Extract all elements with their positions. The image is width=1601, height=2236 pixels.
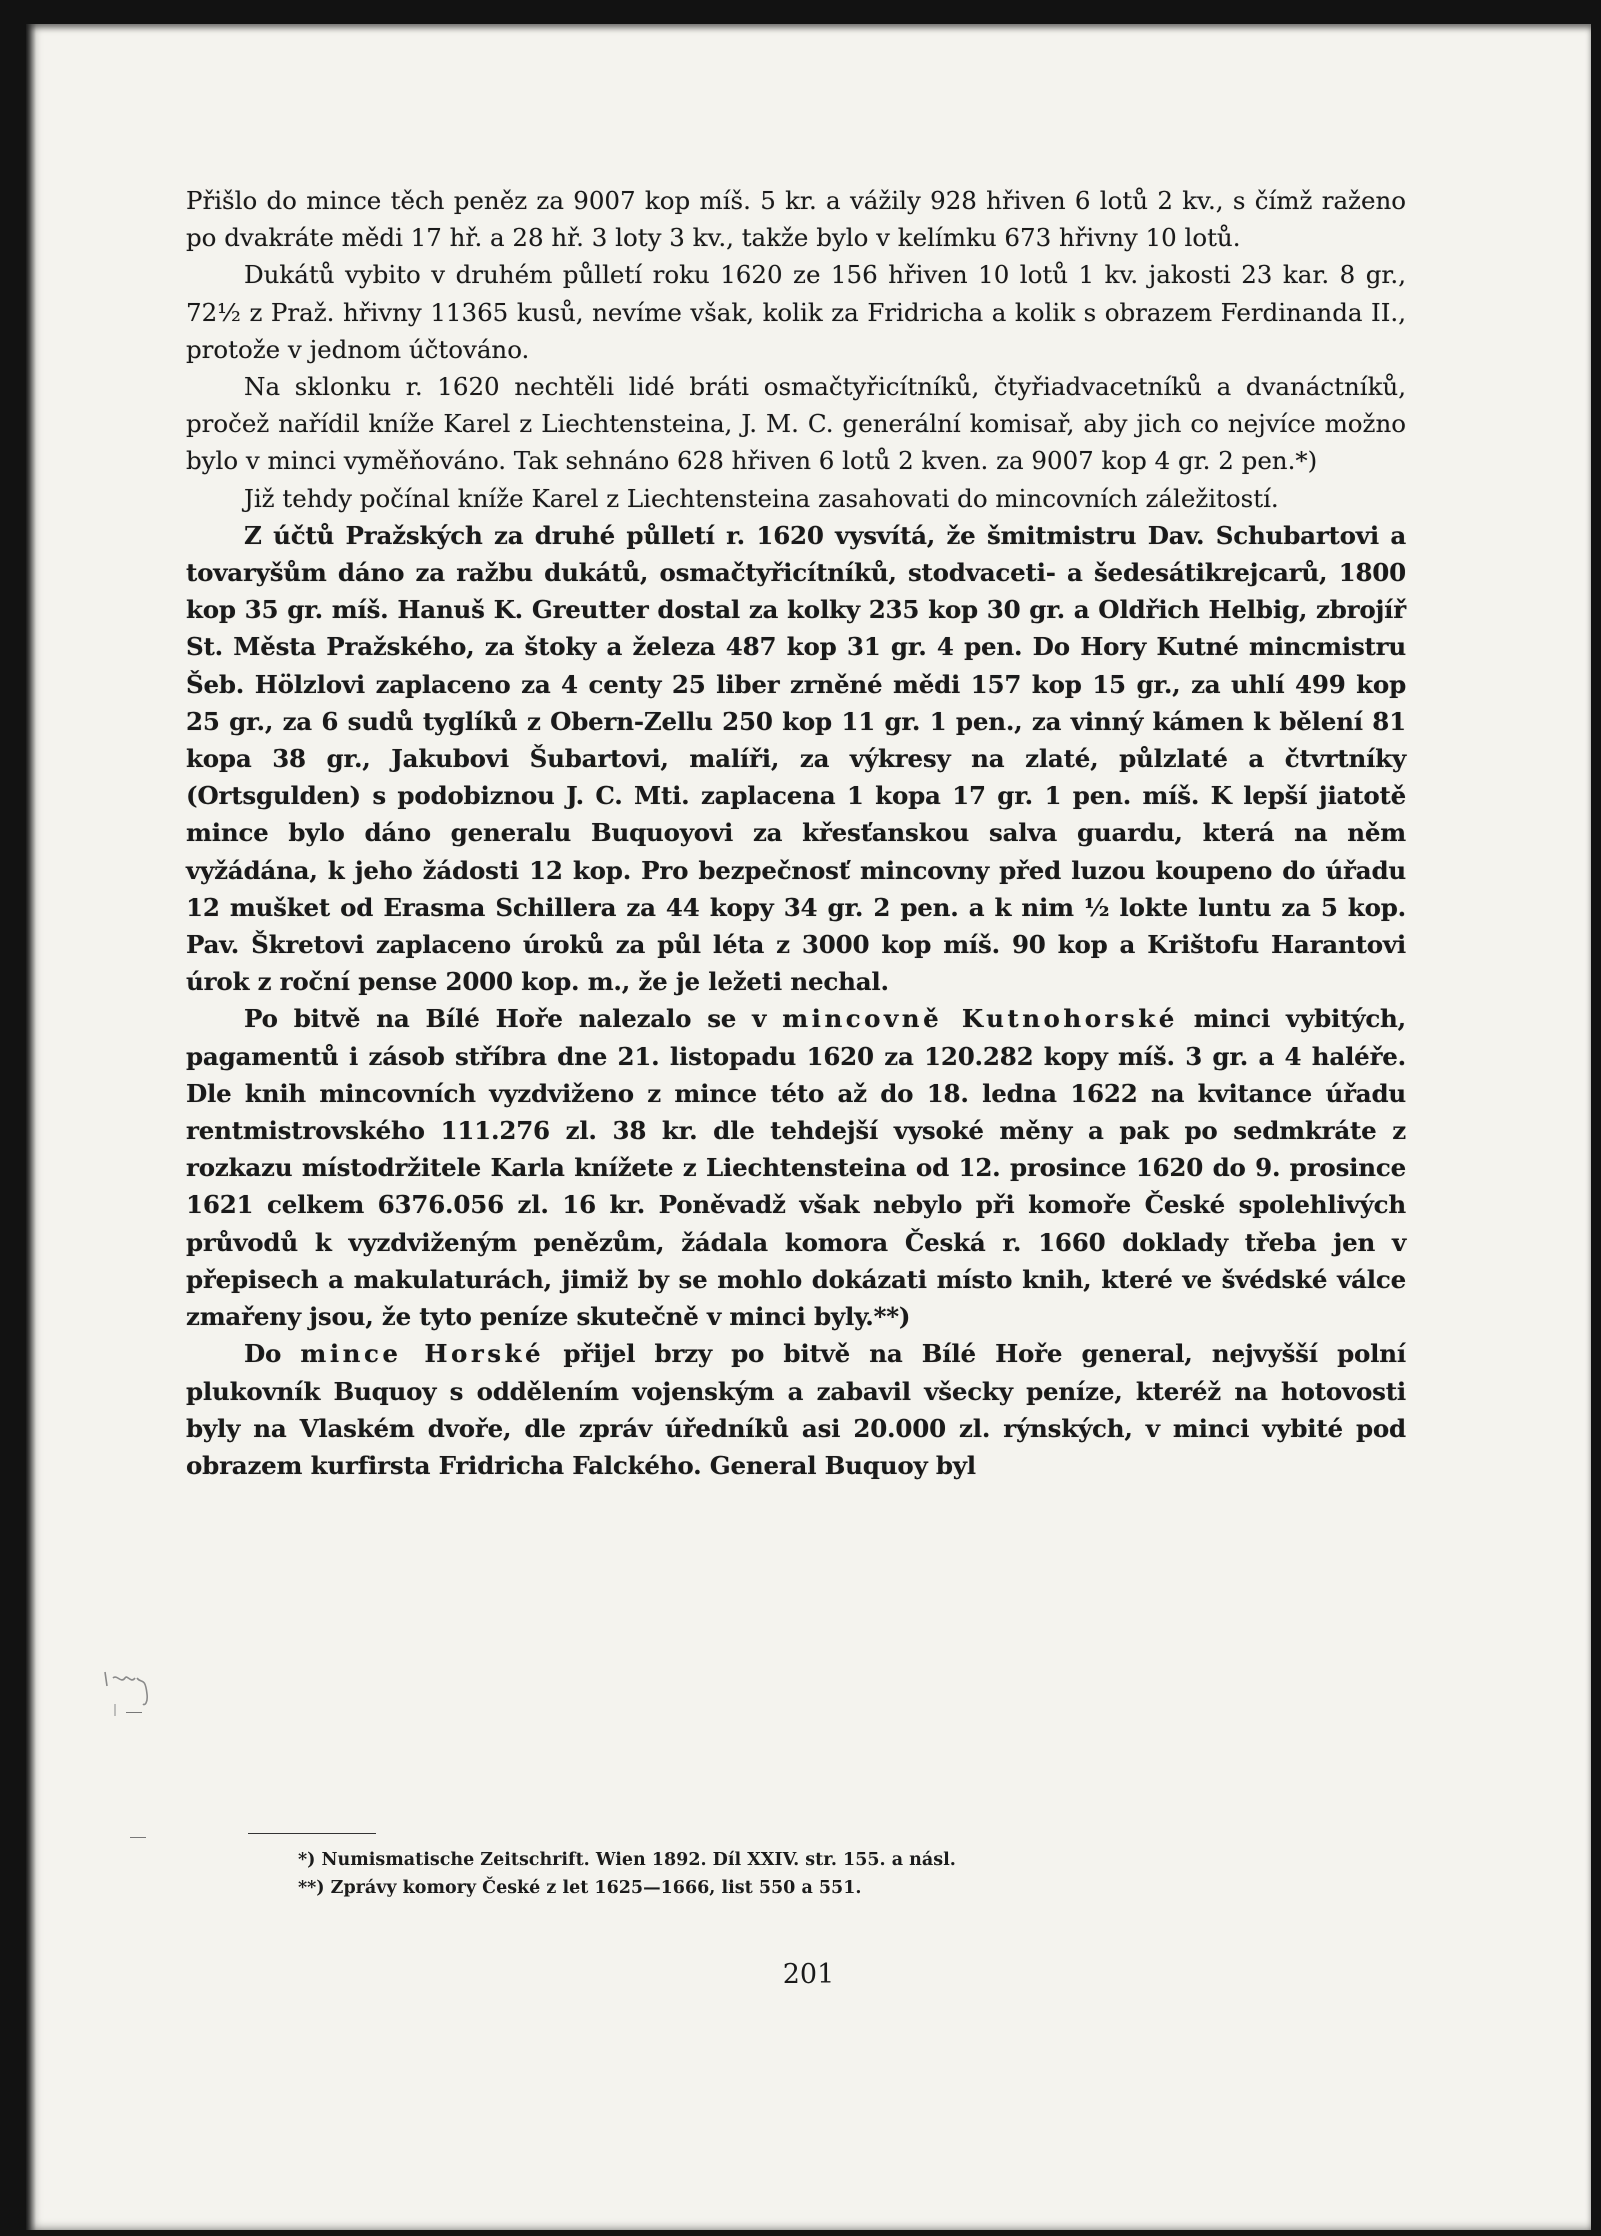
- footnote-1: *) Numismatische Zeitschrift. Wien 1892. Díl XXIV. str. 155. a násl.: [298, 1850, 956, 1870]
- paragraph-7-spaced: mince Horské: [300, 1339, 545, 1369]
- footnote-2: **) Zprávy komory České z let 1625—1666, list 550 a 551.: [298, 1878, 862, 1898]
- paragraph-7-prefix: Do: [244, 1339, 301, 1369]
- paragraph-6-rest: minci vybitých, pagamentů i zásob stříbra dne 21. listopadu 1620 za 120.282 kopy míš. 3 gr. a 4 haléře. Dle knih mincovních vyzdviženo z mince této až do 18. ledna 1622 na kvitance úřadu rentmistrovského 111.276 zl. 38 kr. dle tehdejší vysoké měny a pak po sedmkráte z rozkazu místodržitele Karla knížete z Liechtensteina od 12. prosince 1620 do 9. prosince 1621 celkem 6376.056 zl. 16 kr. Poněvadž však nebylo při komoře České spolehlivých průvodů k vyzdviženým penězům, žádala komora Česká r. 1660 doklady třeba jen v přepisech a makulaturách, jimiž by se mohlo dokázati místo knih, které ve švédské válce zmařeny jsou, že tyto peníze skutečně v minci byly.**): [186, 1004, 1406, 1332]
- margin-pencil-mark: [101, 1664, 161, 1724]
- margin-dash-2: [130, 1837, 146, 1838]
- main-text: [186, 182, 1406, 1484]
- book-page: [26, 24, 1591, 2230]
- paragraph-5: Z účtů Pražských za druhé půlletí r. 1620 vysvítá, že šmitmistru Dav. Schubartovi a tovaryšům dáno za ražbu dukátů, osmačtyřicítníků, stodvaceti- a šedesátikrejcarů, 1800 kop 35 gr. míš. Hanuš K. Greutter dostal za kolky 235 kop 30 gr. a Oldřich Helbig, zbrojíř St. Města Pražského, za štoky a železa 487 kop 31 gr. 4 pen. Do Hory Kutné mincmistru Šeb. Hölzlovi zaplaceno za 4 centy 25 liber zrněné mědi 157 kop 15 gr., za uhlí 499 kop 25 gr., za 6 sudů tyglíků z Obern-Zellu 250 kop 11 gr. 1 pen., za vinný kámen k bělení 81 kopa 38 gr., Jakubovi Šubartovi, malíři, za výkresy na zlaté, půlzlaté a čtvrtníky (Ortsgulden) s podobiznou J. C. Mti. zaplacena 1 kopa 17 gr. 1 pen. míš. K lepší jiatotě mince bylo dáno generalu Buquoyovi za křesťanskou salva guardu, která na něm vyžádána, k jeho žádosti 12 kop. Pro bezpečnosť mincovny před luzou koupeno do úřadu 12 mušket od Erasma Schillera za 44 kopy 34 gr. 2 pen. a k nim ½ lokte luntu za 5 kop. Pav. Škretovi zaplaceno úroků za půl léta z 3000 kop míš. 90 kop a Krištofu Harantovi úrok z roční pense 2000 kop. m., že je ležeti nechal.: [186, 520, 1406, 997]
- paragraph-6-prefix: Po bitvě na Bílé Hoře nalezalo se v: [244, 1004, 783, 1034]
- footnotes: [298, 1846, 1298, 1902]
- page-number: 201: [782, 1959, 835, 1990]
- paragraph-6: [186, 1000, 1406, 1335]
- paragraph-1: Přišlo do mince těch peněz za 9007 kop míš. 5 kr. a vážily 928 hřiven 6 lotů 2 kv., s čímž raženo po dvakráte mědi 17 hř. a 28 hř. 3 loty 3 kv., takže bylo v kelímku 673 hřivny 10 lotů.: [186, 186, 1406, 253]
- paragraph-6-spaced: mincovně Kutnohorské: [782, 1004, 1178, 1034]
- paragraph-7-rest: přijel brzy po bitvě na Bílé Hoře general, nejvyšší polní plukovník Buquoy s oddělením vojenským a zabavil všecky peníze, kteréž na hotovosti byly na Vlaském dvoře, dle zpráv úředníků asi 20.000 zl. rýnských, v minci vybité pod obrazem kurfirsta Fridricha Falckého. General Buquoy byl: [186, 1339, 1406, 1480]
- paragraph-7: [186, 1335, 1406, 1484]
- paragraph-2: Dukátů vybito v druhém půlletí roku 1620 ze 156 hřiven 10 lotů 1 kv. jakosti 23 kar. 8 gr., 72½ z Praž. hřivny 11365 kusů, nevíme však, kolik za Fridricha a kolik s obrazem Ferdinanda II., protože v jednom účtováno.: [186, 260, 1406, 364]
- paragraph-4: Již tehdy počínal kníže Karel z Liechtensteina zasahovati do mincovních záležitostí.: [244, 483, 1279, 513]
- page-fold-shadow: [26, 24, 36, 2230]
- margin-dash-1: [126, 1712, 142, 1713]
- paragraph-3: Na sklonku r. 1620 nechtěli lidé bráti osmačtyřicítníků, čtyřiadvacetníků a dvanáctníků, pročež nařídil kníže Karel z Liechtensteina, J. M. C. generální komisař, aby jich co nejvíce možno bylo v minci vyměňováno. Tak sehnáno 628 hřiven 6 lotů 2 kven. za 9007 kop 4 gr. 2 pen.*): [186, 372, 1406, 476]
- footnote-rule: [248, 1833, 376, 1834]
